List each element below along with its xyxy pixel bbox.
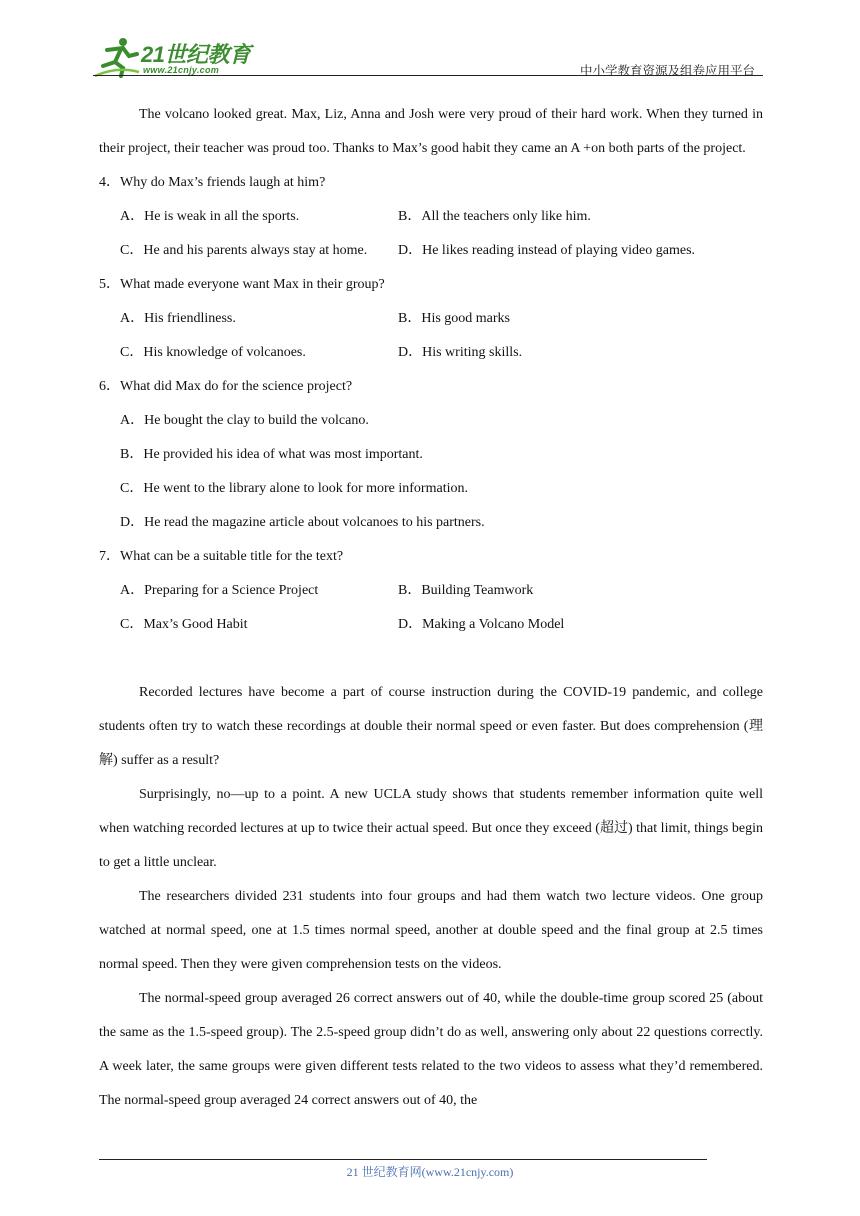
question-stem: 4．Why do Max’s friends laugh at him? bbox=[99, 175, 326, 190]
option: D．Making a Volcano Model bbox=[398, 617, 565, 632]
question-stem: 7．What can be a suitable title for the text? bbox=[99, 549, 344, 564]
page-header bbox=[93, 30, 763, 80]
footer-divider bbox=[99, 1159, 707, 1160]
header-divider bbox=[93, 75, 763, 76]
section-spacer bbox=[99, 642, 763, 676]
runner-logo-icon bbox=[93, 36, 141, 78]
question-stem: 5．What made everyone want Max in their group? bbox=[99, 277, 385, 292]
option: C．Max’s Good Habit bbox=[120, 617, 248, 632]
page-footer[interactable]: 21 世纪教育网(www.21cnjy.com) bbox=[346, 1165, 514, 1179]
option: A．Preparing for a Science Project bbox=[120, 583, 319, 598]
option: D．His writing skills. bbox=[398, 345, 523, 360]
option: D．He likes reading instead of playing video games. bbox=[398, 243, 696, 258]
option: B．His good marks bbox=[398, 311, 510, 326]
question-options bbox=[99, 200, 763, 268]
document-body bbox=[99, 98, 763, 1118]
question-stem: 6．What did Max do for the science project? bbox=[99, 379, 353, 394]
header-tagline: 中小学教育资源及组卷应用平台 bbox=[579, 64, 755, 78]
option: C．He went to the library alone to look for more information. bbox=[120, 481, 468, 496]
option: D．He read the magazine article about volcanoes to his partners. bbox=[120, 515, 485, 530]
logo-url: www.21cnjy.com bbox=[143, 65, 220, 75]
question-options bbox=[99, 302, 763, 370]
passage-paragraph: The normal-speed group averaged 26 correct answers out of 40, while the double-time group scored 25 (about the same as the 1.5-speed group). The 2.5-speed group didn’t do as well, answering only about 22 questions correctly. A week later, the same groups were given different tests related to the two videos to assess what they’d remembered. The normal-speed group averaged 24 correct answers out of 40, the bbox=[99, 991, 763, 1108]
passage-paragraph: The researchers divided 231 students into four groups and had them watch two lecture videos. One group watched at normal speed, one at 1.5 times normal speed, another at double speed and the final group at 2.5 times normal speed. Then they were given comprehension tests on the videos. bbox=[99, 889, 763, 972]
site-logo bbox=[93, 36, 263, 78]
passage-paragraph: The volcano looked great. Max, Liz, Anna and Josh were very proud of their hard work. When they turned in their project, their teacher was proud too. Thanks to Max’s good habit they came an A +on both parts of the project. bbox=[99, 107, 763, 156]
option: A．He is weak in all the sports. bbox=[120, 209, 300, 224]
passage-paragraph: Surprisingly, no—up to a point. A new UCLA study shows that students remember information quite well when watching recorded lectures at up to twice their actual speed. But once they exceed (超过) that limit, things begin to get a little unclear. bbox=[99, 787, 763, 870]
passage-paragraph: Recorded lectures have become a part of course instruction during the COVID-19 pandemic, and college students often try to watch these recordings at double their normal speed or even faster. But does comprehension (理解) suffer as a result? bbox=[99, 685, 763, 768]
option: C．He and his parents always stay at home. bbox=[120, 243, 368, 258]
logo-wordmark: 21世纪教育 bbox=[141, 42, 251, 67]
question-options bbox=[99, 574, 763, 642]
option: A．He bought the clay to build the volcano. bbox=[120, 413, 369, 428]
option: B．He provided his idea of what was most important. bbox=[120, 447, 423, 462]
option: B．All the teachers only like him. bbox=[398, 209, 591, 224]
option: C．His knowledge of volcanoes. bbox=[120, 345, 306, 360]
option: A．His friendliness. bbox=[120, 311, 236, 326]
option: B．Building Teamwork bbox=[398, 583, 534, 598]
